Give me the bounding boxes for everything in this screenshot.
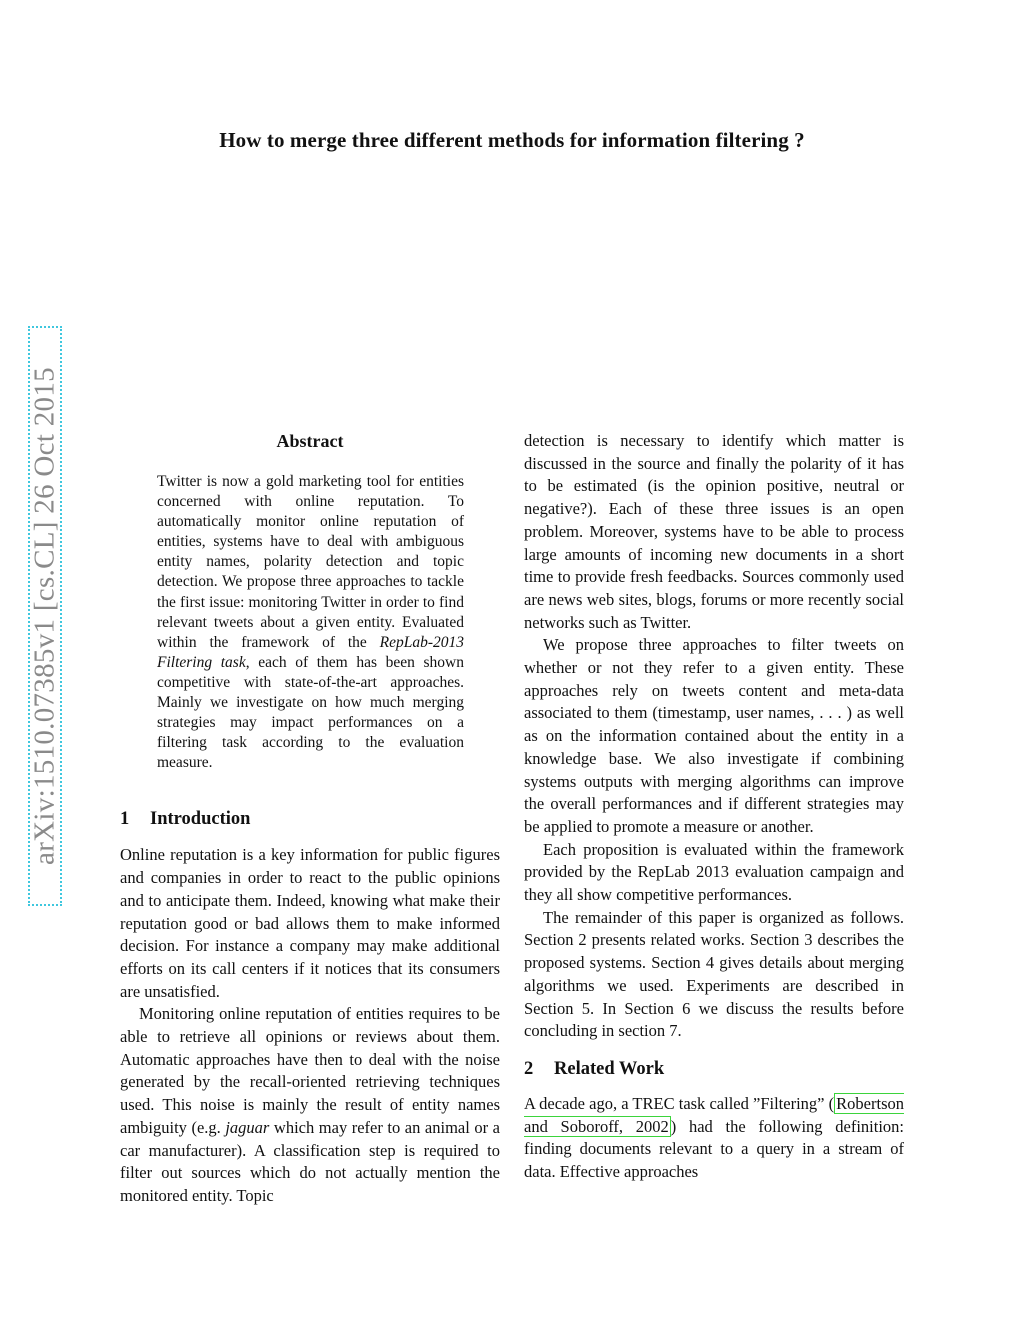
intro-example-word: jaguar bbox=[225, 1117, 270, 1137]
abstract-text-2: , each of them has been shown competitive with state-of-the-art approaches. Mainly we investigate on how much merging strategies may impact performances on a filtering task according to the evaluation measure. bbox=[157, 653, 464, 772]
intro-paragraph-2-text-b: which may refer to an animal or a car manufacturer). A classification step is required to filter out sources which do not actually mention the monitored entity. Topic bbox=[120, 1117, 500, 1205]
section-2-heading bbox=[524, 1057, 904, 1081]
intro-paragraph-5: The remainder of this paper is organized as follows. Section 2 presents related works. Section 3 describes the proposed systems. Section 4 gives details about merging algorithms we used. Experiments are described in Section 5. In Section 6 we discuss the results before concluding in section 7. bbox=[524, 907, 904, 1041]
related-work-paragraph-1 bbox=[524, 1093, 904, 1184]
section-1-heading bbox=[120, 807, 500, 831]
intro-paragraph-2 bbox=[120, 1003, 500, 1207]
abstract-task-name: RepLab-2013 Filtering task bbox=[157, 633, 464, 671]
left-column bbox=[120, 430, 500, 1208]
intro-paragraph-3: We propose three approaches to filter tweets on whether or not they refer to a given entity. These approaches rely on tweets content and meta-data associated to them (timestamp, user names, . . . ) as well as on the information contained about the entity in a knowledge base. We also investigate if combining systems outputs with merging algorithms can improve the overall performances and if different strategies may be applied to promote a measure or another. bbox=[524, 635, 904, 836]
arxiv-identifier[interactable]: arXiv:1510.07385v1 [cs.CL] 26 Oct 2015 bbox=[28, 367, 61, 865]
citation-link[interactable]: Robertson and Soboroff, 2002 bbox=[524, 1093, 904, 1136]
section-2-number: 2 bbox=[524, 1058, 534, 1079]
paper-title: How to merge three different methods for information filtering ? bbox=[219, 128, 805, 152]
intro-paragraph-1: Online reputation is a key information for public figures and companies in order to react to the public opinions and to anticipate them. Indeed, knowing what make their reputation good or bad allows them to make informed decision. For instance a company may make additional efforts on its call centers if it notices that its consumers are unsatisfied. bbox=[120, 845, 500, 1001]
right-column bbox=[524, 430, 904, 1184]
intro-paragraph-2-continued: detection is necessary to identify which matter is discussed in the source and finally the polarity of it has to be estimated (is the opinion positive, neutral or negative?). Each of these three issues is an open problem. Moreover, systems have to be able to process large amounts of incoming new documents in a short time to provide fresh feedbacks. Sources commonly used are news web sites, blogs, forums or more recently social networks such as Twitter. bbox=[524, 431, 904, 632]
abstract-text-1: Twitter is now a gold marketing tool for entities concerned with online reputation. To automatically monitor online reputation of entities, systems have to deal with ambiguous entity names, polarity detection and topic detection. We propose three approaches to tackle the first issue: monitoring Twitter in order to find relevant tweets about a given entity. Evaluated within the framework of the bbox=[157, 473, 464, 651]
intro-paragraph-2-text-a: Monitoring online reputation of entities requires to be able to retrieve all opinions or reviews about them. Automatic approaches have then to deal with the noise generated by the recall-oriented retrieving techniques used. This noise is mainly the result of entity names ambiguity (e.g. bbox=[120, 1004, 500, 1137]
section-2-title: Related Work bbox=[554, 1058, 665, 1079]
abstract-heading: Abstract bbox=[276, 431, 344, 451]
abstract-body bbox=[157, 472, 464, 773]
section-1-title: Introduction bbox=[150, 809, 251, 830]
related-work-text-b: ) had the following definition: finding documents relevant to a query in a stream of data. Effective approaches bbox=[524, 1116, 904, 1182]
intro-paragraph-4: Each proposition is evaluated within the framework provided by the RepLab 2013 evaluation campaign and they all show competitive performances. bbox=[524, 839, 904, 905]
related-work-text-a: A decade ago, a TREC task called ”Filtering” ( bbox=[524, 1093, 835, 1113]
section-1-number: 1 bbox=[120, 809, 130, 830]
